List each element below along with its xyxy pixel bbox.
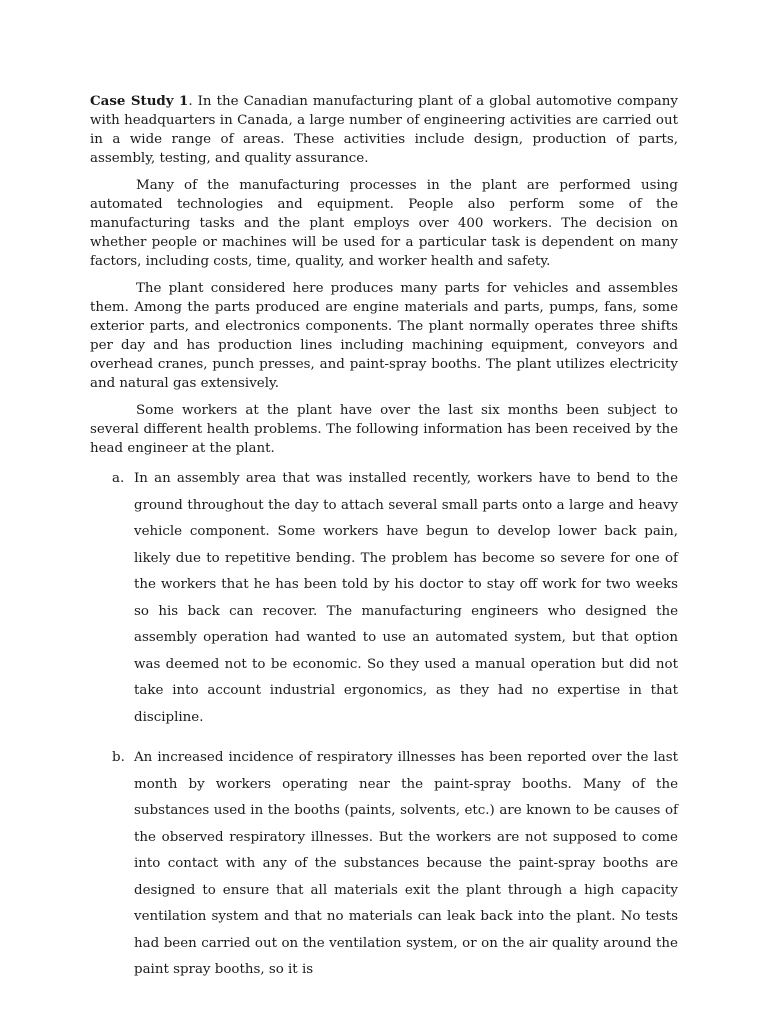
list-marker: a. xyxy=(112,471,125,486)
list-item xyxy=(90,745,678,984)
case-study-title: Case Study 1 xyxy=(90,93,189,109)
body-paragraph: Many of the manufacturing processes in the plant are performed using automated technologies and equipment. People also perform some of the manufacturing tasks and the plant employs over 400 workers. The decision on whether people or machines will be used for a particular task is dependent on many factors, including costs, time, quality, and worker health and safety. xyxy=(90,178,678,269)
body-paragraph: The plant considered here produces many parts for vehicles and assembles them. Among the parts produced are engine materials and parts, pumps, fans, some exterior parts, and electronics components. The plant normally operates three shifts per day and has production lines including machining equipment, conveyors and overhead cranes, punch presses, and paint-spray booths. The plant utilizes electricity and natural gas extensively. xyxy=(90,281,678,391)
list-marker: b. xyxy=(112,750,125,765)
intro-text: . In the Canadian manufacturing plant of a global automotive company with headquarters in Canada, a large number of engineering activities are carried out in a wide range of areas. These activities include design, production of parts, assembly, testing, and quality assurance. xyxy=(90,94,678,166)
list-item xyxy=(90,466,678,731)
list-item-text: An increased incidence of respiratory illnesses has been reported over the last month by workers operating near the paint-spray booths. Many of the substances used in the booths (paints, solvents, etc.) are known to be causes of the observed respiratory illnesses. But the workers are not supposed to come into contact with any of the substances because the paint-spray booths are designed to ensure that all materials exit the plant through a high capacity ventilation system and that no materials can leak back into the plant. No tests had been carried out on the ventilation system, or on the air quality around the paint spray booths, so it is xyxy=(134,750,678,977)
body-paragraph: Some workers at the plant have over the last six months been subject to several different health problems. The following information has been received by the head engineer at the plant. xyxy=(90,403,678,456)
health-problems-list xyxy=(90,466,678,984)
list-item-text: In an assembly area that was installed recently, workers have to bend to the ground throughout the day to attach several small parts onto a large and heavy vehicle component. Some workers have begun to develop lower back pain, likely due to repetitive bending. The problem has become so severe for one of the workers that he has been told by his doctor to stay off work for two weeks so his back can recover. The manufacturing engineers who designed the assembly operation had wanted to use an automated system, but that option was deemed not to be economic. So they used a manual operation but did not take into account industrial ergonomics, as they had no expertise in that discipline. xyxy=(134,471,678,725)
intro-paragraph xyxy=(90,92,678,168)
document-page xyxy=(90,92,678,998)
